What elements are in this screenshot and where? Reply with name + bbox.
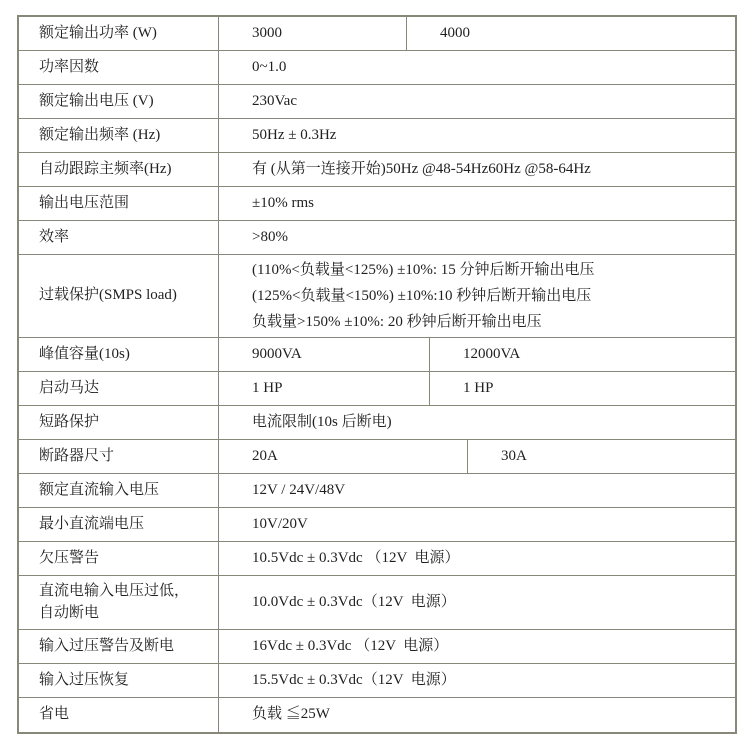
- row-label: 功率因数: [19, 51, 219, 84]
- table-row-min-dc-voltage: [19, 508, 735, 542]
- row-label: 短路保护: [19, 406, 219, 439]
- row-label: 额定直流输入电压: [19, 474, 219, 507]
- overload-line-1: (110%<负载量<125%) ±10%: 15 分钟后断开输出电压: [252, 262, 595, 278]
- row-value-model-b: 1 HP: [463, 379, 494, 396]
- row-value-model-a: 3000: [219, 17, 407, 50]
- row-value: 50Hz ± 0.3Hz: [252, 126, 337, 143]
- row-label: 输出电压范围: [19, 187, 219, 220]
- row-value: 12V / 24V/48V: [252, 481, 346, 498]
- row-label: 输入过压警告及断电: [19, 630, 219, 663]
- row-value-model-a: 1 HP: [219, 372, 430, 405]
- row-label: 最小直流端电压: [19, 508, 219, 541]
- table-row-overload-protection: [19, 255, 735, 338]
- table-row-rated-output-frequency: [19, 119, 735, 153]
- overload-line-3: 负载量>150% ±10%: 20 秒钟后断开输出电压: [252, 314, 542, 330]
- row-value: 16Vdc ± 0.3Vdc （12V 电源）: [252, 637, 449, 654]
- row-value-model-b: 12000VA: [463, 345, 521, 362]
- row-label: 启动马达: [19, 372, 219, 405]
- row-value-model-a: 20A: [219, 440, 468, 473]
- table-row-overvoltage-warning-shutdown: [19, 630, 735, 664]
- overload-line-2: (125%<负载量<150%) ±10%:10 秒钟后断开输出电压: [252, 288, 592, 304]
- table-row-output-voltage-range: [19, 187, 735, 221]
- row-value: 0~1.0: [252, 58, 287, 75]
- row-value-model-b: 4000: [440, 24, 470, 41]
- row-value-model-b: 30A: [501, 447, 527, 464]
- row-label: 省电: [19, 698, 219, 732]
- table-row-rated-output-power: [19, 17, 735, 51]
- table-row-overvoltage-recovery: [19, 664, 735, 698]
- row-value: [219, 255, 735, 337]
- row-value: ±10% rms: [252, 194, 314, 211]
- table-row-dc-low-auto-shutdown: [19, 576, 735, 630]
- table-row-auto-track-frequency: [19, 153, 735, 187]
- row-label: 欠压警告: [19, 542, 219, 575]
- table-row-power-saving: [19, 698, 735, 732]
- row-label: 直流电输入电压过低，自动断电: [19, 576, 219, 629]
- table-row-short-circuit-protection: [19, 406, 735, 440]
- row-value: 10.0Vdc ± 0.3Vdc（12V 电源）: [252, 593, 456, 610]
- row-label: 额定输出电压 (V): [19, 85, 219, 118]
- row-label: 输入过压恢复: [19, 664, 219, 697]
- table-row-efficiency: [19, 221, 735, 255]
- row-value: 230Vac: [252, 92, 297, 109]
- row-value: 负载 ≦25W: [252, 706, 330, 723]
- table-row-rated-output-voltage: [19, 85, 735, 119]
- table-row-low-voltage-warning: [19, 542, 735, 576]
- row-value: 有 (从第一连接开始)50Hz @48-54Hz60Hz @58-64Hz: [252, 160, 591, 177]
- row-value: 10.5Vdc ± 0.3Vdc （12V 电源）: [252, 549, 460, 566]
- row-value: >80%: [252, 228, 288, 245]
- row-label: 额定输出功率 (W): [19, 17, 219, 50]
- row-value: 15.5Vdc ± 0.3Vdc（12V 电源）: [252, 671, 456, 688]
- table-row-breaker-size: [19, 440, 735, 474]
- row-label: 过载保护(SMPS load): [19, 255, 219, 337]
- row-label: 峰值容量(10s): [19, 338, 219, 371]
- row-value: 10V/20V: [252, 515, 308, 532]
- row-label: 断路器尺寸: [19, 440, 219, 473]
- row-label: 自动跟踪主频率(Hz): [19, 153, 219, 186]
- table-row-power-factor: [19, 51, 735, 85]
- row-label: 额定输出频率 (Hz): [19, 119, 219, 152]
- row-value: 电流限制(10s 后断电): [252, 413, 392, 430]
- table-row-surge-capacity: [19, 338, 735, 372]
- table-row-rated-dc-input-voltage: [19, 474, 735, 508]
- spec-table: [17, 15, 737, 734]
- row-label: 效率: [19, 221, 219, 254]
- row-value-model-a: 9000VA: [219, 338, 430, 371]
- table-row-motor-start: [19, 372, 735, 406]
